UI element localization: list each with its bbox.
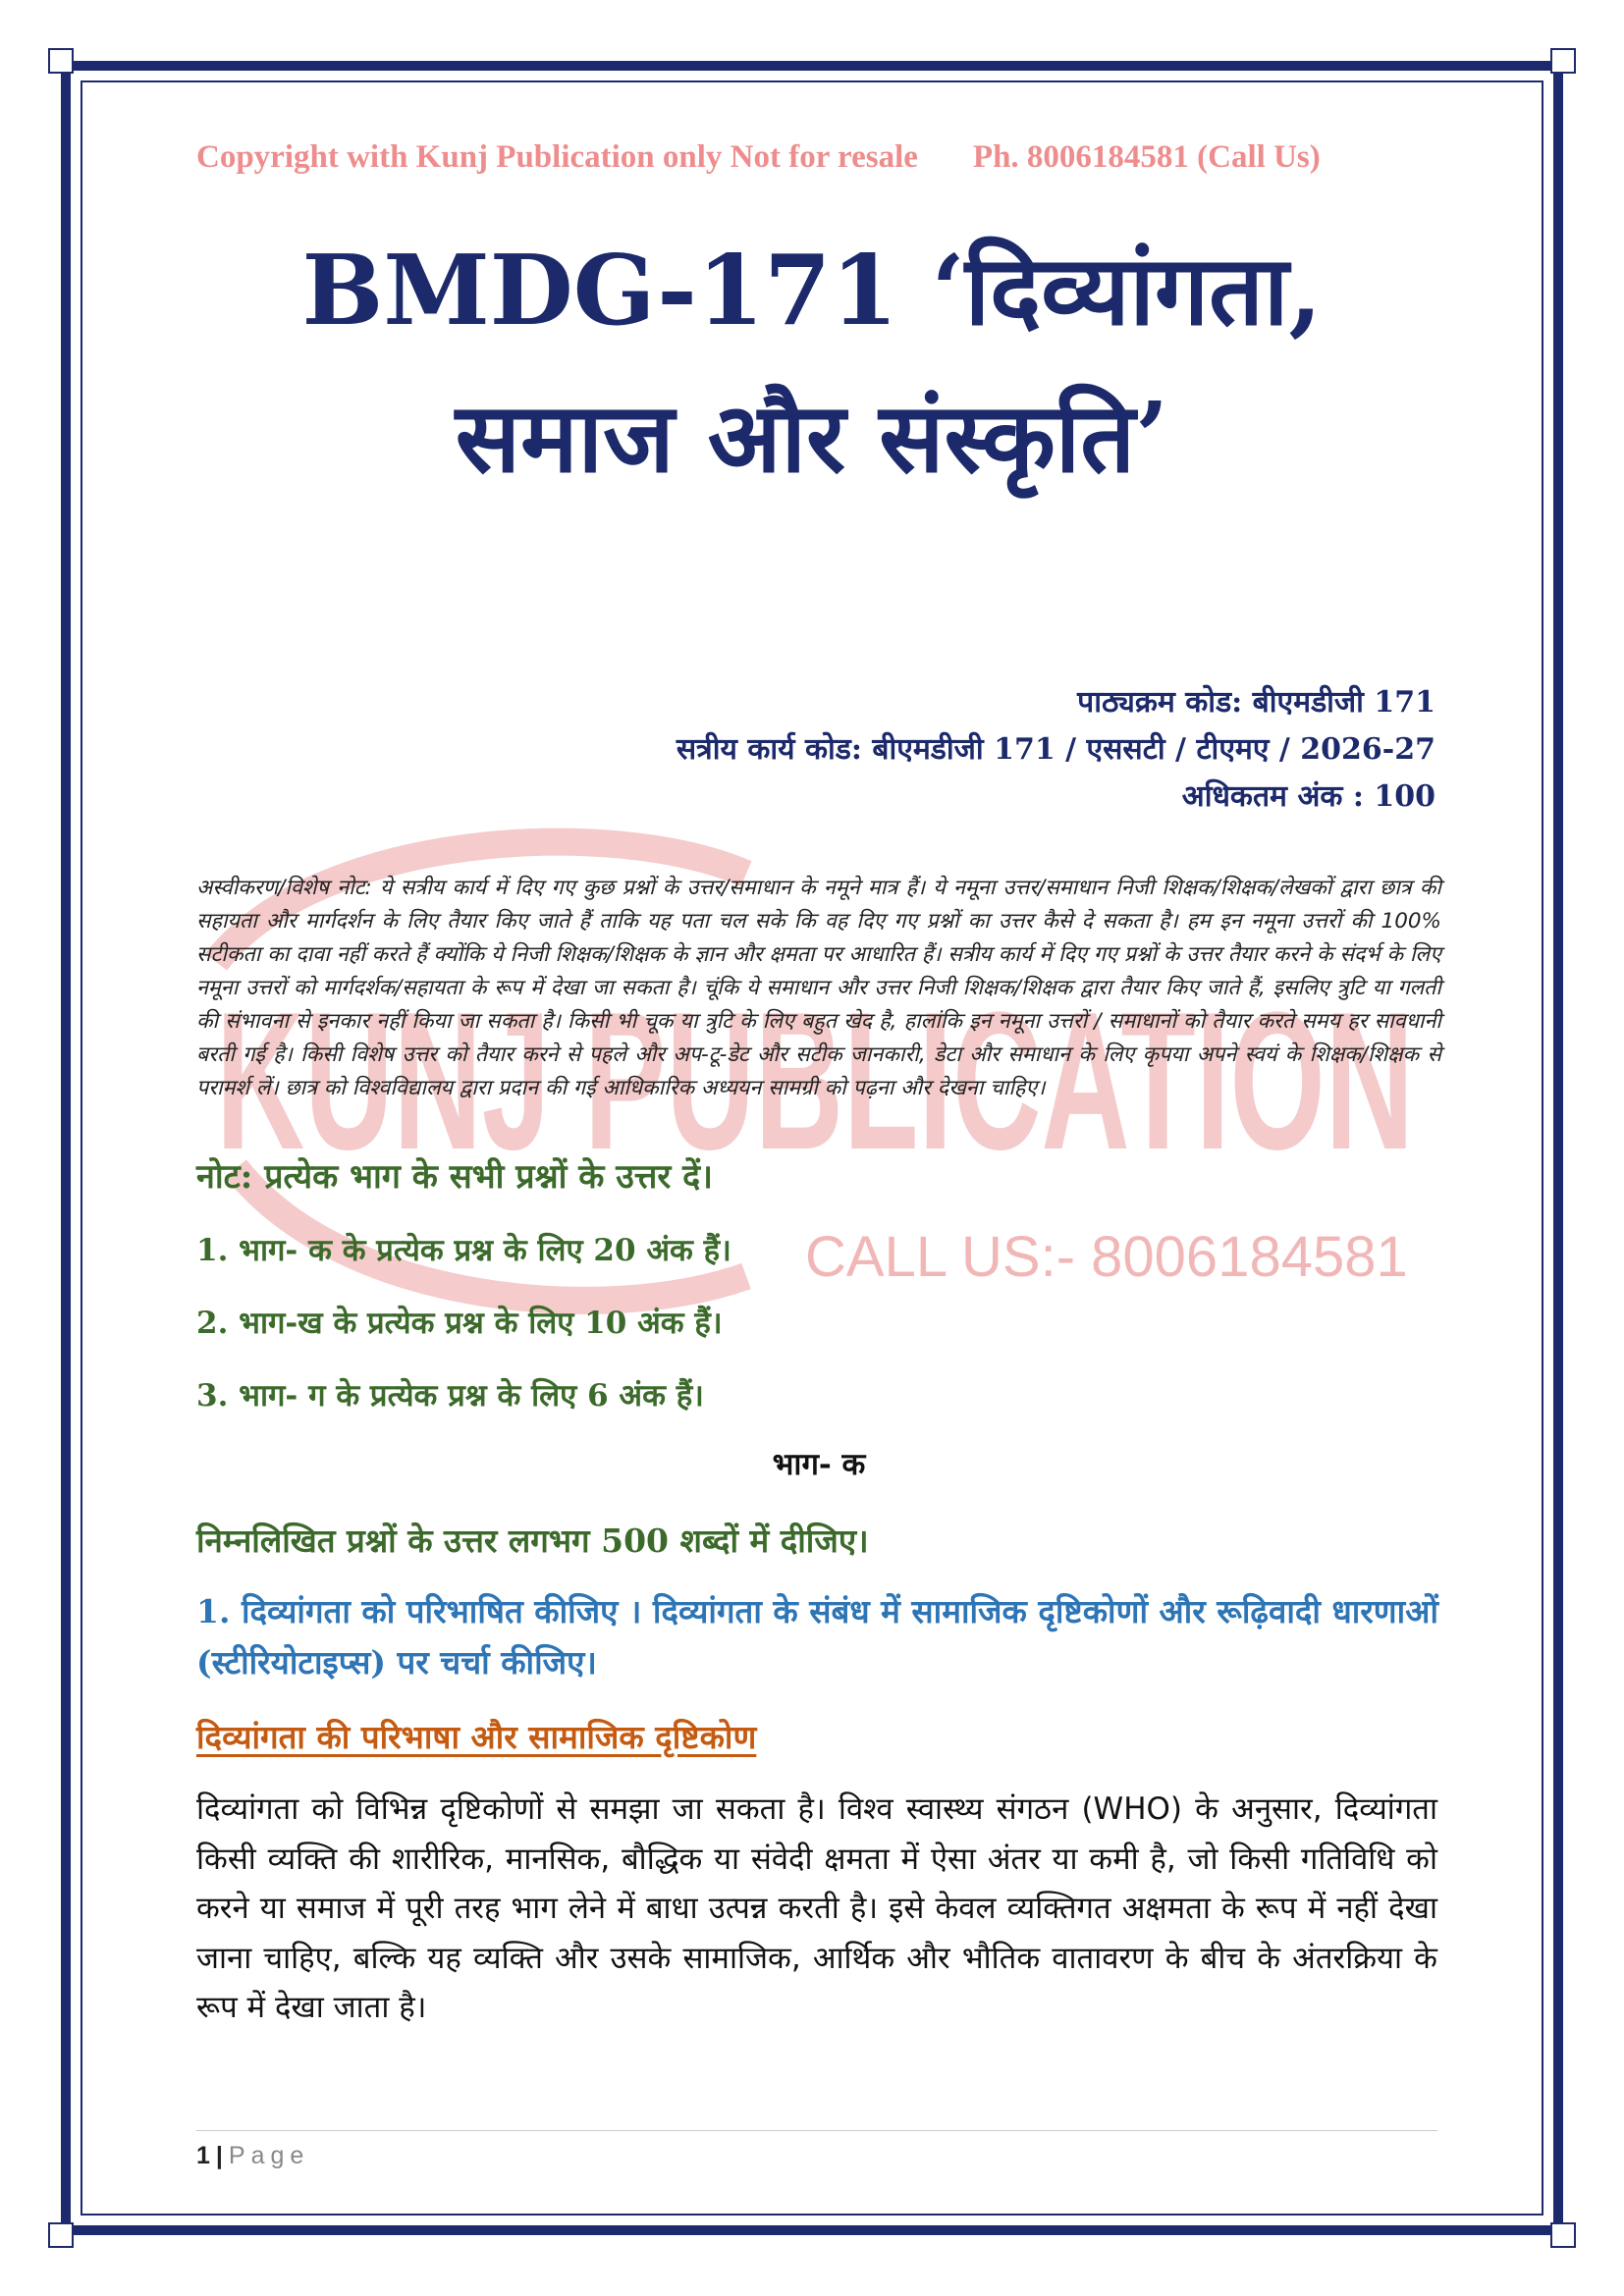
border-corner-bottom-left — [48, 2222, 74, 2248]
border-corner-top-left — [48, 48, 74, 74]
footer-divider — [196, 2130, 1437, 2131]
watermark-call-text: CALL US:- 8006184581 — [805, 1225, 1408, 1289]
copyright-text: Copyright with Kunj Publication only Not for resale — [196, 139, 918, 175]
page-footer — [196, 2142, 309, 2170]
max-marks: अधिकतम अंक : 100 — [1181, 779, 1435, 814]
section-heading: भाग- क — [772, 1447, 866, 1482]
assignment-code: सत्रीय कार्य कोड: बीएमडीजी 171 / एससटी / टीएमए / 2026-27 — [676, 732, 1435, 767]
title-line-1: BMDG-171 ‘दिव्यांगता, — [301, 235, 1323, 347]
phone-text: Ph. 8006184581 (Call Us) — [972, 139, 1321, 175]
document-title — [128, 218, 1496, 512]
copyright-header — [196, 139, 1434, 176]
answer-heading: दिव्यांगता की परिभाषा और सामाजिक दृष्टिकोण — [196, 1718, 757, 1756]
note-item: 2. भाग-ख के प्रत्येक प्रश्न के लिए 10 अंक हैं। — [196, 1306, 723, 1341]
note-heading: नोट: प्रत्येक भाग के सभी प्रश्नों के उत्तर दें। — [196, 1157, 714, 1197]
page-number: 1 — [196, 2142, 210, 2169]
assignment-meta — [677, 679, 1435, 821]
title-line-2: समाज और संस्कृति’ — [455, 382, 1169, 495]
note-block — [196, 1152, 1441, 1419]
footer-separator: | — [215, 2142, 223, 2169]
question-1: 1. दिव्यांगता को परिभाषित कीजिए । दिव्यांगता के संबंध में सामाजिक दृष्टिकोणों और रूढ़िवादी धारणाओं (स्टीरियोटाइप्स) पर चर्चा कीजिए। — [196, 1592, 1438, 1682]
page-label: Page — [228, 2142, 310, 2169]
disclaimer-paragraph: अस्वीकरण/विशेष नोट: ये सत्रीय कार्य में दिए गए कुछ प्रश्नों के उत्तर/समाधान के नमूने मात्र हैं। ये नमूना उत्तर/समाधान निजी शिक्षक/शिक्षक/लेखकों द्वारा छात्र की सहायता और मार्गदर्शन के लिए तैयार किए जाते हैं ताकि यह पता चल सके कि वह दिए गए प्रश्नों का उत्तर कैसे दे सकता है। हम इन नमूना उत्तरों की 100% सटीकता का दावा नहीं करते हैं क्योंकि ये निजी शिक्षक/शिक्षक के ज्ञान और क्षमता पर आधारित हैं। सत्रीय कार्य में दिए गए प्रश्नों के उत्तर तैयार करने के संदर्भ के लिए नमूना उत्तरों को मार्गदर्शक/सहायता के रूप में देखा जा सकता है। चूंकि ये समाधान और उत्तर निजी शिक्षक/शिक्षक द्वारा तैयार किए जाते हैं, इसलिए त्रुटि या गलती की संभावना से इनकार नहीं किया जा सकता है। किसी भी चूक या त्रुटि के लिए बहुत खेद है, हालांकि इन नमूना उत्तरों / समाधानों को तैयार करते समय हर सावधानी बरती गई है। किसी विशेष उत्तर को तैयार करने से पहले और अप-टू-डेट और सटीक जानकारी, डेटा और समाधान के लिए कृपया अपने स्वयं के शिक्षक/शिक्षक से परामर्श लें। छात्र को विश्वविद्यालय द्वारा प्रदान की गई आधिकारिक अध्ययन सामग्री को पढ़ना और देखना चाहिए। — [196, 876, 1441, 1100]
watermark-brand-text: KUNJ PUBLICATION — [216, 972, 1414, 1191]
section-instruction: निम्नलिखित प्रश्नों के उत्तर लगभग 500 शब्दों में दीजिए। — [196, 1522, 869, 1560]
course-code: पाठ्यक्रम कोड: बीएमडीजी 171 — [1077, 685, 1435, 720]
answer-paragraph: दिव्यांगता को विभिन्न दृष्टिकोणों से समझा जा सकता है। विश्व स्वास्थ्य संगठन (WHO) के अनुसार, दिव्यांगता किसी व्यक्ति की शारीरिक, मानसिक, बौद्धिक या संवेदी क्षमता में ऐसा अंतर या कमी है, जो किसी गतिविधि को करने या समाज में पूरी तरह भाग लेने में बाधा उत्पन्न करती है। इसे केवल व्यक्तिगत अक्षमता के रूप में नहीं देखा जाना चाहिए, बल्कि यह व्यक्ति और उसके सामाजिक, आर्थिक और भौतिक वातावरण के बीच के अंतरक्रिया के रूप में देखा जाता है। — [196, 1791, 1437, 2025]
border-corner-bottom-right — [1550, 2222, 1576, 2248]
note-item: 1. भाग- क के प्रत्येक प्रश्न के लिए 20 अंक हैं। — [196, 1233, 731, 1268]
border-corner-top-right — [1550, 48, 1576, 74]
note-item: 3. भाग- ग के प्रत्येक प्रश्न के लिए 6 अंक हैं। — [196, 1378, 704, 1414]
